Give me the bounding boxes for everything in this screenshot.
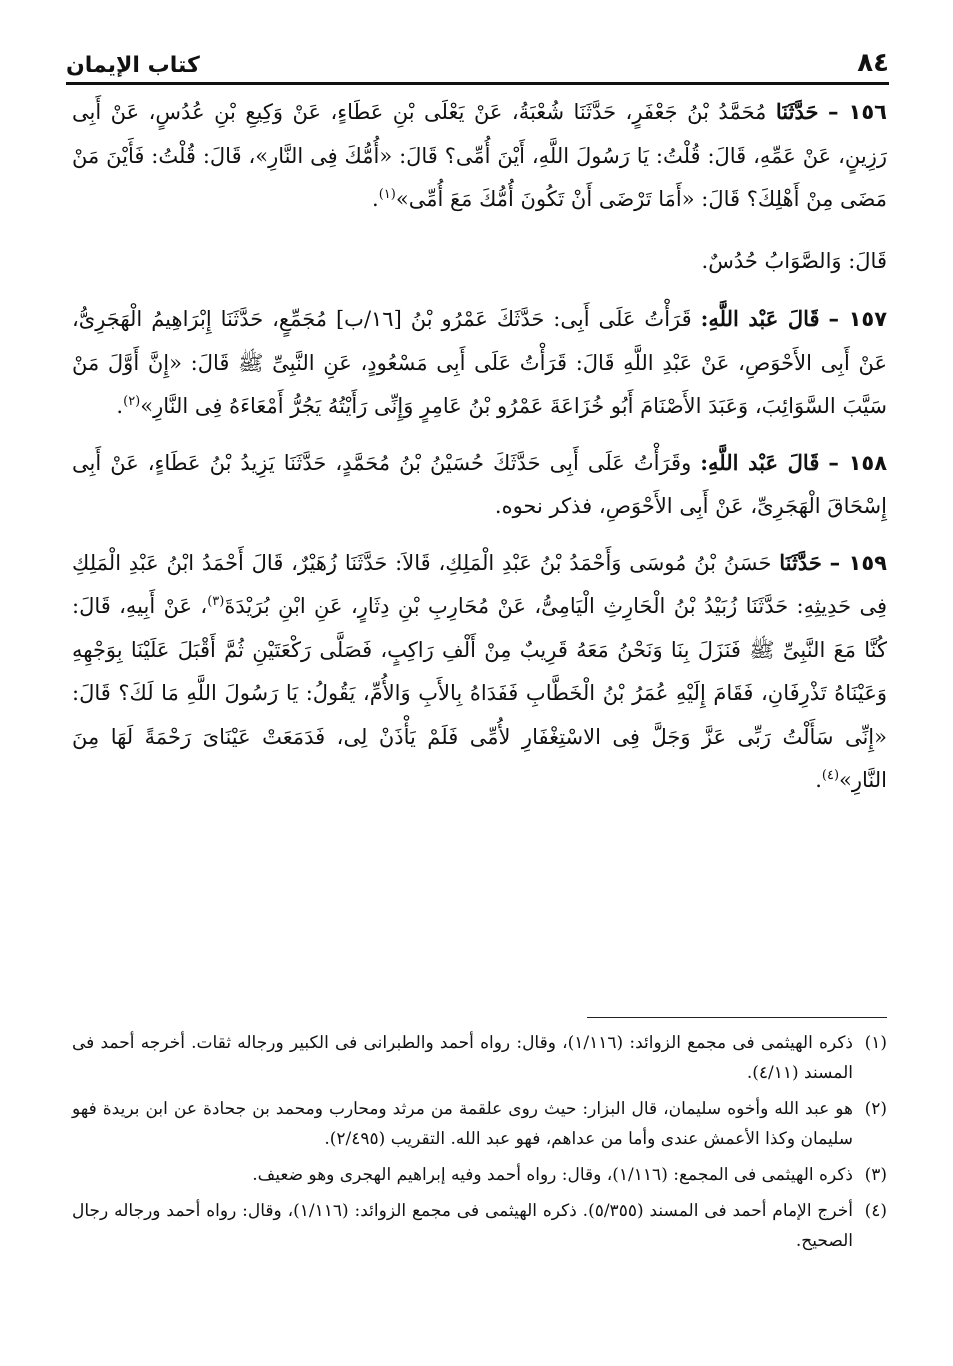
footnote-item xyxy=(72,1094,887,1154)
footnote-divider xyxy=(587,1017,887,1018)
footnote-text: أخرج الإمام أحمد فى المسند (٥/٣٥٥). ذكره الهيثمى فى مجمع الزوائد: (١/١١٦)، وقال: رواه أحمد ورجاله رجال الصحيح. xyxy=(72,1201,853,1251)
running-header xyxy=(66,42,889,85)
hadith-text: مُحَمَّدُ بْنُ جَعْفَرٍ، حَدَّثَنَا شُعْبَةُ، عَنْ يَعْلَى بْنِ عَطَاءٍ، عَنْ وَكِيعِ بْنِ عُدُسٍ، عَنْ أَبِى رَزِينٍ، عَنْ عَمِّهِ، قَالَ: قُلْتُ: يَا رَسُولَ اللَّهِ، أَيْنَ أُمِّى؟ قَالَ: «أُمُّكَ فِى النَّارِ»، قَالَ: قُلْتُ: فَأَيْنَ مَنْ مَضَى مِنْ أَهْلِكَ؟ قَالَ: «أَمَا تَرْضَى أَنْ تَكُونَ أُمُّكَ مَعَ أُمِّى» xyxy=(72,100,887,211)
page-number: ٨٤ xyxy=(857,48,889,78)
hadith-opening: حَدَّثَنَا xyxy=(775,99,819,124)
hadith-157 xyxy=(72,297,887,429)
hadith-opening: قَالَ عَبْد اللَّهِ: xyxy=(700,306,820,331)
footnote-text: ذكره الهيثمى فى مجمع الزوائد: (١/١١٦)، وقال: رواه أحمد والطبرانى فى الكبير ورجاله ثقات. أخرجه أحمد فى المسند (٤/١١). xyxy=(72,1033,853,1083)
hadith-opening: قَالَ عَبْد اللَّهِ: xyxy=(700,449,820,475)
footnote-number: (٤) xyxy=(864,1201,887,1221)
hadith-number: ١٥٦ – xyxy=(827,100,887,124)
hadith-opening: حَدَّثَنَا xyxy=(779,549,822,575)
footnote-item xyxy=(72,1196,887,1256)
footnote-ref[interactable]: (٢) xyxy=(123,394,141,409)
footnote-number: (٣) xyxy=(864,1165,887,1185)
hadith-158 xyxy=(72,441,887,529)
hadith-number: ١٥٨ – xyxy=(828,450,888,475)
footnote-text: هو عبد الله وأخوه سليمان، قال البزار: حيث روى علقمة من مرثد ومحارب ومحمد بن جحادة عن ابن بريدة فهو سليمان وكذا الأعمش عندى وأما من عداهم، فهو عبد الله. التقريب (٢/٤٩٥). xyxy=(72,1099,853,1149)
hadith-number: ١٥٩ – xyxy=(829,550,887,575)
hadith-text: وقَرَأْتُ عَلَى أَبِى حَدَّثَكَ حُسَيْنُ بْنُ مُحَمَّدٍ، حَدَّثَنَا يَزِيدُ بْنُ عَطَاءٍ، عَنْ أَبِى إِسْحَاقَ الْهَجَرِىِّ، عَنْ أَبِى الأَحْوَصِ، فذكر نحوه. xyxy=(72,450,887,518)
hadith-text: قَرَأْتُ عَلَى أَبِى: حَدَّثَكَ عَمْرُو بْنُ [١٦/ب] مُجَمِّعٍ، حَدَّثَنَا إِبْرَاهِيمُ الْهَجَرِىُّ، عَنْ أَبِى الأَحْوَصِ، عَنْ عَبْدِ اللَّهِ قَالَ: قَرَأْتُ عَلَى أَبِى مَسْعُودٍ، عَنِ النَّبِىِّ ﷺ قَالَ: «إِنَّ أَوَّلَ مَنْ سَيَّبَ السَّوَائِبَ، وَعَبَدَ الأَصْنَامَ أَبُو خُزَاعَةَ عَمْرُو بْنُ عَامِرٍ وَإِنِّى رَأَيْتُهُ يَجُرُّ أَمْعَاءَهُ فِى النَّارِ» xyxy=(72,307,887,418)
footnote-text: ذكره الهيثمى فى المجمع: (١/١١٦)، وقال: رواه أحمد وفيه إبراهيم الهجرى وهو ضعيف. xyxy=(252,1165,853,1185)
main-text xyxy=(72,90,887,815)
book-title: كتاب الإيمان xyxy=(66,53,200,78)
hadith-text: حَسَنُ بْنُ مُوسَى وَأَحْمَدُ بْنُ عَبْدِ الْمَلِكِ، قَالاَ: حَدَّثَنَا زُهَيْرٌ، قَالَ أَحْمَدُ ابْنُ عَبْدِ الْمَلِكِ فِى حَدِيثِهِ: حَدَّثَنَا زُبَيْدُ بْنُ الْحَارِثِ الْيَامِىُّ، عَنْ مُحَارِبِ بْنِ دِثَارٍ، عَنِ ابْنِ بُرَيْدَةَ xyxy=(72,550,887,618)
hadith-156 xyxy=(72,90,887,222)
hadith-number: ١٥٧ – xyxy=(828,307,888,331)
footnote-number: (٢) xyxy=(864,1099,887,1119)
hadith-end: . xyxy=(372,187,379,211)
hadith-159 xyxy=(72,541,887,803)
correction-note: قَالَ: وَالصَّوَابُ حُدُسٌ. xyxy=(701,248,887,273)
footnote-item xyxy=(72,1028,887,1088)
footnote-ref[interactable]: (٤) xyxy=(821,768,840,783)
hadith-end: . xyxy=(815,768,822,792)
footnote-ref[interactable]: (١) xyxy=(378,187,396,202)
hadith-text-continued: ، عَنْ أَبِيهِ، قَالَ: كُنَّا مَعَ النَّبِىِّ ﷺ فَنَزَلَ بِنَا وَنَحْنُ مَعَهُ قَرِيبٌ مِنْ أَلْفِ رَاكِبٍ، فَصَلَّى رَكْعَتَيْنِ ثُمَّ أَقْبَلَ عَلَيْنَا بِوَجْهِهِ وَعَيْنَاهُ تَذْرِفَانِ، فَقَامَ إِلَيْهِ عُمَرُ بْنُ الْخَطَّابِ فَفَدَاهُ بِالأَبِ وَالأُمِّ، يَقُولُ: يَا رَسُولَ اللَّهِ مَا لَكَ؟ قَالَ: «إِنِّى سَأَلْتُ رَبِّى عَزَّ وَجَلَّ فِى الاسْتِغْفَارِ لأُمِّى فَلَمْ يَأْذَنْ لِى، فَدَمَعَتْ عَيْنَاىَ رَحْمَةً لَهَا مِنَ النَّارِ» xyxy=(72,594,887,792)
footnotes xyxy=(72,1028,887,1262)
footnote-number: (١) xyxy=(864,1033,887,1053)
footnote-ref[interactable]: (٣) xyxy=(207,594,225,609)
footnote-item xyxy=(72,1160,887,1190)
hadith-end: . xyxy=(116,394,124,418)
